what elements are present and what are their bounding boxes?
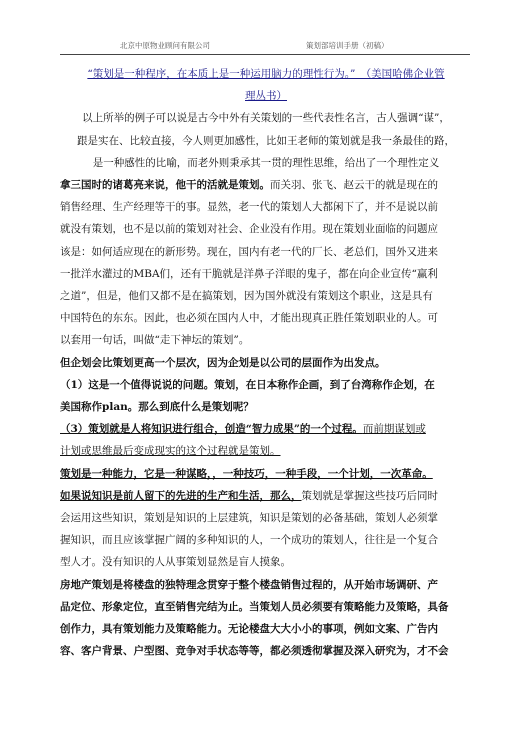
- paragraph-line: （1）这是一个值得说说的问题。策划，在日本称作企画，到了台湾称作企划，在: [60, 378, 435, 391]
- quote-line: 理丛书）: [245, 90, 287, 103]
- quote-line: “策划是一种程序，在本质上是一种运用脑力的理性行为。” （美国哈佛企业管: [87, 68, 445, 80]
- document-body: [60, 63, 472, 662]
- paragraph-text: 而前期谋划或: [362, 423, 426, 436]
- paragraph-line: 跟是实在、比较直接，今人则更加感性，比如王老师的策划就是我一条最佳的路，: [77, 134, 455, 147]
- paragraph-line: 房地产策划是将楼盘的独特理念贯穿于整个楼盘销售过程的，从开始市场调研、产: [60, 578, 438, 591]
- emphasis-text: 如果说知识是前人留下的先进的生产和生活，那么，: [60, 489, 302, 502]
- paragraph-line: 握知识，而且应该掌握广阔的多种知识的人，一个成功的策划人，往往是一个复合: [60, 534, 438, 547]
- paragraph-line: 之道”，但是，他们又都不是在搞策划，因为国外就没有策划这个职业，这是具有: [60, 290, 433, 303]
- paragraph-line: [60, 174, 472, 196]
- paragraph-line: 计划或思维最后变成现实的这个过程就是策划。: [60, 445, 281, 458]
- paragraph-line: 创作力，具有策划能力及策略能力。无论楼盘大大小小的事项，例如文案、广告内: [60, 623, 438, 636]
- paragraph-line: [60, 485, 472, 507]
- emphasis-text: （3）策划就是人将知识进行组合，创造“智力成果”的一个过程。: [60, 423, 363, 436]
- paragraph-line: 容、客户背景、户型图、竞争对手状态等等，都必须透彻掌握及深入研究为，才不会: [60, 645, 449, 658]
- paragraph-line: 销售经理、生产经理等干的事。显然，老一代的策划人大都闲下了，并不是说以前: [60, 201, 438, 214]
- paragraph-line: 以上所举的例子可以说是古今中外有关策划的一些代表性名言，古人强调“谋”，: [82, 112, 450, 125]
- paragraph-line: 中国特色的东东。因此，也必须在国内人中，才能出现真正胜任策划职业的人。可: [60, 312, 438, 325]
- paragraph-line: [60, 418, 472, 440]
- paragraph-line: 以套用一句话，叫做“走下神坛的策划”。: [60, 334, 250, 347]
- paragraph-line: 策划是一种能力，它是一种谋略，，一种技巧，一种手段，一个计划，一次革命。: [60, 467, 433, 480]
- emphasis-text: 拿三国时的诸葛亮来说，他干的活就是策划。: [60, 179, 270, 192]
- header-divider: [60, 54, 470, 55]
- paragraph-text: 策划就是掌握这些技巧后同时: [301, 489, 438, 502]
- paragraph-line: 是一种感性的比喻，而老外则秉承其一贯的理性思维，给出了一个理性定义: [92, 156, 440, 169]
- paragraph-line: 一批洋水灌过的MBA们，还有干脆就是洋鼻子洋眼的鬼子，都在向企业宣传“赢利: [60, 267, 438, 280]
- header-company: 北京中原物业顾问有限公司: [120, 41, 210, 50]
- page-header: [60, 38, 470, 52]
- paragraph-line: 会运用这些知识，策划是知识的上层建筑，知识是策划的必备基础，策划人必须掌: [60, 512, 438, 525]
- paragraph-line: 但企划会比策划更高一个层次，因为企划是以公司的层面作为出发点。: [60, 356, 386, 369]
- paragraph-line: 型人才。没有知识的人从事策划显然是盲人摸象。: [60, 556, 291, 569]
- paragraph-line: 该是：如何适应现在的新形势。现在，国内有老一代的厂长、老总们，国外又进来: [60, 245, 438, 258]
- paragraph-line: 品定位、形象定位，直至销售完结为止。当策划人员必须要有策略能力及策略，具备: [60, 600, 449, 613]
- paragraph-line: 美国称作plan。那么到底什么是策划呢？: [60, 401, 254, 414]
- paragraph-line: 就没有策划，也不是以前的策划对社会、企业没有作用。现在策划业面临的问题应: [60, 223, 438, 236]
- header-manual-title: 策划部培训手册（初稿）: [306, 41, 389, 50]
- paragraph-text: 而关羽、张飞、赵云干的就是现在的: [270, 179, 438, 192]
